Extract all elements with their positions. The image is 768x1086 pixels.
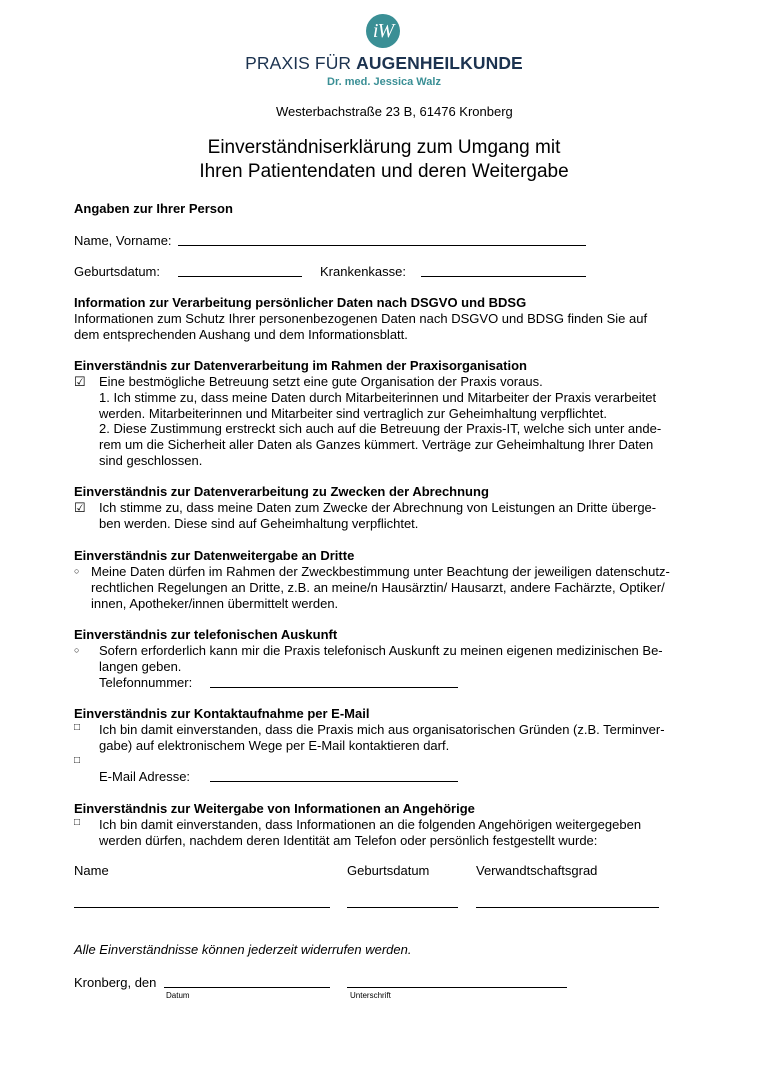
person-heading: Angaben zur Ihrer Person bbox=[74, 201, 233, 216]
org-text-line6: sind geschlossen. bbox=[99, 453, 203, 468]
doctor-name: Dr. med. Jessica Walz bbox=[327, 76, 441, 88]
email-checkbox-2-icon[interactable]: □ bbox=[74, 755, 81, 766]
email-text-line2: gabe) auf elektronischem Wege per E-Mail kontaktieren darf. bbox=[99, 738, 450, 753]
org-text-line1: Eine bestmögliche Betreuung setzt eine gute Organisation der Praxis voraus. bbox=[99, 374, 543, 389]
birthdate-field[interactable] bbox=[178, 276, 302, 277]
billing-heading: Einverständnis zur Datenverarbeitung zu Zwecken der Abrechnung bbox=[74, 484, 489, 499]
document-title-line1: Einverständniserklärung zum Umgang mit bbox=[207, 137, 561, 158]
phone-number-field[interactable] bbox=[210, 687, 458, 688]
email-heading: Einverständnis zur Kontaktaufnahme per E-Mail bbox=[74, 706, 370, 721]
relatives-col-relation: Verwandtschaftsgrad bbox=[476, 863, 598, 878]
phone-radio-icon[interactable]: ○ bbox=[74, 645, 80, 655]
date-caption: Datum bbox=[166, 991, 190, 1000]
email-address-label: E-Mail Adresse: bbox=[99, 769, 191, 784]
relatives-col-birthdate: Geburtsdatum bbox=[347, 863, 430, 878]
phone-heading: Einverständnis zur telefonischen Auskunft bbox=[74, 627, 338, 642]
date-field[interactable] bbox=[164, 987, 330, 988]
org-text-line5: rem um die Sicherheit aller Daten als Ganzes kümmert. Verträge zur Geheimhaltung Ihrer Daten bbox=[99, 437, 654, 452]
practice-name-bold: AUGENHEILKUNDE bbox=[356, 53, 523, 73]
relatives-text-line2: werden dürfen, nachdem deren Identität am Telefon oder persönlich festgestellt wurde: bbox=[99, 833, 598, 848]
practice-address: Westerbachstraße 23 B, 61476 Kronberg bbox=[276, 104, 513, 119]
signature-caption: Unterschrift bbox=[350, 991, 391, 1000]
document-title bbox=[0, 136, 768, 184]
name-field[interactable] bbox=[178, 245, 586, 246]
info-text-line1: Informationen zum Schutz Ihrer personenbezogenen Daten nach DSGVO und BDSG finden Sie auf bbox=[74, 311, 648, 326]
place-label: Kronberg, den bbox=[74, 975, 157, 990]
org-text-line3: werden. Mitarbeiterinnen und Mitarbeiter sind vertraglich zur Geheimhaltung verpflichtet. bbox=[99, 406, 607, 421]
phone-number-label: Telefonnummer: bbox=[99, 675, 193, 690]
phone-text-line1: Sofern erforderlich kann mir die Praxis telefonisch Auskunft zu meinen eigenen medizinischen Be- bbox=[99, 643, 663, 658]
relative-relation-field[interactable] bbox=[476, 907, 659, 908]
email-checkbox-icon[interactable]: □ bbox=[74, 722, 81, 733]
relatives-heading: Einverständnis zur Weitergabe von Informationen an Angehörige bbox=[74, 801, 475, 816]
org-text-line4: 2. Diese Zustimmung erstreckt sich auch auf die Betreuung der Praxis-IT, welche sich unter ande- bbox=[99, 421, 662, 436]
third-party-text-line3: innen, Apotheker/innen übermittelt werden. bbox=[91, 596, 339, 611]
revoke-note: Alle Einverständnisse können jederzeit widerrufen werden. bbox=[74, 942, 412, 957]
org-heading: Einverständnis zur Datenverarbeitung im Rahmen der Praxisorganisation bbox=[74, 358, 527, 373]
relative-name-field[interactable] bbox=[74, 907, 330, 908]
signature-field[interactable] bbox=[347, 987, 567, 988]
info-text-line2: dem entsprechenden Aushang und dem Informationsblatt. bbox=[74, 327, 408, 342]
relative-birthdate-field[interactable] bbox=[347, 907, 458, 908]
billing-text-line2: ben werden. Diese sind auf Geheimhaltung verpflichtet. bbox=[99, 516, 419, 531]
third-party-text-line2: rechtlichen Regelungen an Dritte, z.B. an meine/n Hausärztin/ Hausarzt, andere Fachärzte, Optiker/ bbox=[91, 580, 665, 595]
email-address-field[interactable] bbox=[210, 781, 458, 782]
org-text-line2: 1. Ich stimme zu, dass meine Daten durch Mitarbeiterinnen und Mitarbeiter der Praxis verarbeitet bbox=[99, 390, 657, 405]
org-checkbox-icon[interactable]: ☑ bbox=[74, 374, 86, 389]
practice-logo-icon: iW bbox=[366, 14, 400, 48]
insurance-label: Krankenkasse: bbox=[320, 264, 406, 279]
billing-checkbox-icon[interactable]: ☑ bbox=[74, 500, 86, 515]
birthdate-label: Geburtsdatum: bbox=[74, 264, 160, 279]
third-party-heading: Einverständnis zur Datenweitergabe an Dritte bbox=[74, 548, 355, 563]
practice-name bbox=[0, 53, 768, 74]
billing-text-line1: Ich stimme zu, dass meine Daten zum Zwecke der Abrechnung von Leistungen an Dritte überge- bbox=[99, 500, 657, 515]
relatives-text-line1: Ich bin damit einverstanden, dass Informationen an die folgenden Angehörigen weitergegeben bbox=[99, 817, 642, 832]
email-text-line1: Ich bin damit einverstanden, dass die Praxis mich aus organisatorischen Gründen (z.B. Terminver- bbox=[99, 722, 665, 737]
phone-text-line2: langen geben. bbox=[99, 659, 182, 674]
third-party-text-line1: Meine Daten dürfen im Rahmen der Zweckbestimmung unter Beachtung der jeweiligen datenschutz- bbox=[91, 564, 670, 579]
practice-name-light: PRAXIS FÜR bbox=[245, 53, 357, 73]
document-title-line2: Ihren Patientendaten und deren Weitergabe bbox=[199, 161, 569, 182]
third-party-radio-icon[interactable]: ○ bbox=[74, 566, 80, 576]
relatives-checkbox-icon[interactable]: □ bbox=[74, 817, 81, 828]
relatives-col-name: Name bbox=[74, 863, 109, 878]
insurance-field[interactable] bbox=[421, 276, 586, 277]
info-heading: Information zur Verarbeitung persönlicher Daten nach DSGVO und BDSG bbox=[74, 295, 527, 310]
name-label: Name, Vorname: bbox=[74, 233, 172, 248]
